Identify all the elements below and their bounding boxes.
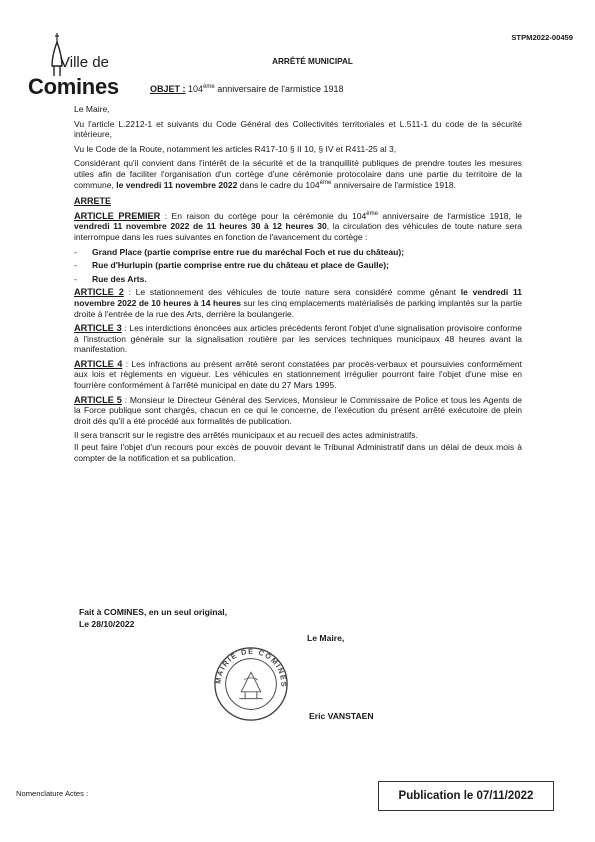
logo-ville-text: Ville de [60, 54, 109, 71]
nomenclature-label: Nomenclature Actes : [16, 789, 89, 798]
objet-line [150, 84, 344, 94]
objet-number: 104 [188, 84, 204, 94]
article-1: ARTICLE PREMIER : En raison du cortège pour la cérémonie du 104ème anniversaire de l'armistice 1918, le vendredi 11 novembre 2022 de 11 heures 30 à 12 heures 30, la circulation des véhicules de toute nature sera interrompue dans les rues suivantes en fonction de l'avancement du cortège : [74, 210, 522, 242]
closing-recours: Il peut faire l'objet d'un recours pour excès de pouvoir devant le Tribunal Administratif dans un délai de deux mois à compter de la notification et sa publication. [74, 442, 522, 463]
street-item: - Rue d'Hurlupin (partie comprise entre rue du château et place de Gaulle); [74, 260, 522, 271]
document-title: ARRÊTÉ MUNICIPAL [272, 57, 353, 66]
official-stamp [212, 645, 290, 723]
signature-place: Fait à COMINES, en un seul original, [79, 607, 228, 617]
signatory-name: Eric VANSTAEN [309, 711, 374, 721]
objet-sup: ème [203, 84, 215, 90]
street-item: - Grand Place (partie comprise entre rue du maréchal Foch et rue du château); [74, 247, 522, 258]
article-4: ARTICLE 4 : Les infractions au présent arrêté seront constatées par procès-verbaux et poursuivies conformément aux lois et règlements en vigueur. Les véhicules en stationnement irrégulier pourront faire l'objet d'une mise en fourrière conformément à l'arrêté municipal en date du 27 Mars 1995. [74, 358, 522, 391]
intro-vu-1: Vu l'article L.2212-1 et suivants du Code Général des Collectivités territoriales et L.511-1 du code de la sécurité intérieure, [74, 118, 522, 140]
svg-text:MAIRIE DE COMINES [214, 647, 289, 688]
logo-comines-text: Comines [28, 74, 119, 99]
article-5: ARTICLE 5 : Monsieur le Directeur Général des Services, Monsieur le Commissaire de Police et tous les Agents de la Force publique sont chargés, chacun en ce qui le concerne, de l'exécution du présent arrêté exécutoire de plein droit dès qu'il a été procédé aux formalités de publication. [74, 394, 522, 426]
intro-vu-2: Vu le Code de la Route, notamment les articles R417-10 § II 10, § IV et R411-25 al 3, [74, 143, 397, 154]
document-body [74, 104, 522, 467]
street-list [74, 247, 522, 285]
signature-title: Le Maire, [307, 633, 345, 643]
publication-box: Publication le 07/11/2022 [378, 781, 554, 811]
stamp-text: MAIRIE DE COMINES [213, 646, 289, 689]
intro-maire: Le Maire, [74, 104, 110, 114]
intro-considerant: Considérant qu'il convient dans l'intérêt de la sécurité et de la tranquillité publiques de prendre toutes les mesures utiles afin de faciliter l'organisation d'un cortège d'une cérémonie protocolaire dans une partie du territoire de la commune, le vendredi 11 novembre 2022 dans le cadre du 104ème anniversaire de l'armistice 1918. [74, 158, 522, 190]
comines-logo [28, 32, 140, 102]
signature-date: Le 28/10/2022 [79, 619, 135, 629]
article-3: ARTICLE 3 : Les interdictions énoncées aux articles précédents feront l'objet d'une signalisation provisoire conforme à l'instruction générale sur la signalisation routière par les services techniques municipaux 48 heures avant la manifestation. [74, 323, 522, 355]
document-reference: STPM2022-00459 [511, 33, 573, 42]
objet-label: OBJET : [150, 84, 186, 94]
arrete-heading: ARRETE [74, 196, 112, 207]
article-2: ARTICLE 2 : Le stationnement des véhicules de toute nature sera considéré comme gênant le vendredi 11 novembre 2022 de 10 heures à 14 heures sur les cinq emplacements matérialisés de parking implantés sur la partie droite à l'entrée de la rue des Arts, derrière la boulangerie. [74, 287, 522, 319]
objet-text: anniversaire de l'armistice 1918 [214, 84, 344, 94]
street-item: - Rue des Arts. [74, 274, 522, 285]
closing-transcription: Il sera transcrit sur le registre des arrêtés municipaux et au recueil des actes administratifs. [74, 430, 418, 441]
signature-place-date [79, 606, 227, 630]
